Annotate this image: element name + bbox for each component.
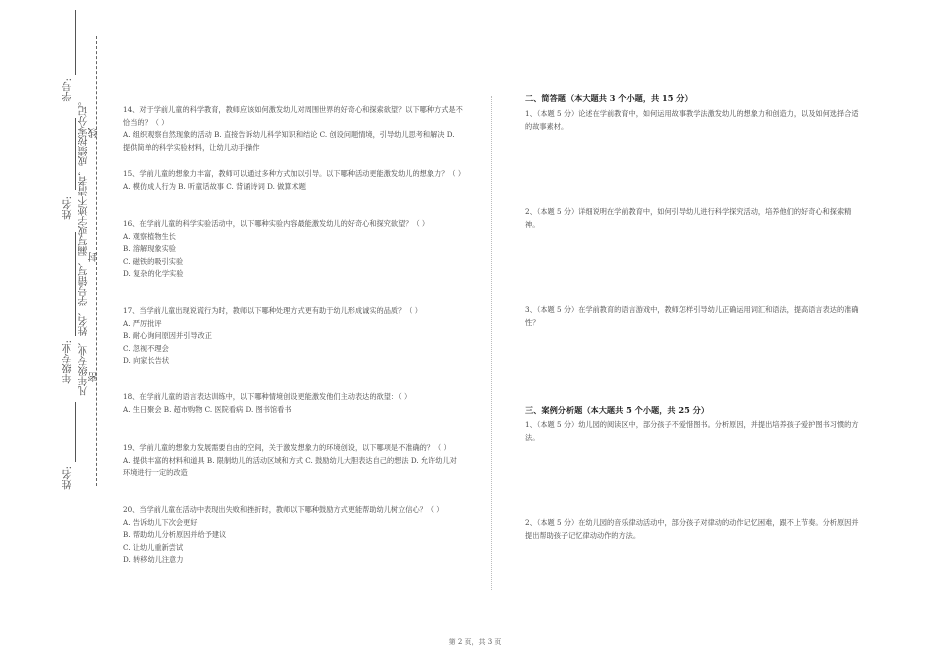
option-c: C. 忽视不理会	[123, 343, 169, 353]
name-label: 姓名:	[63, 196, 74, 220]
question-17	[123, 305, 463, 368]
student-id-underline	[75, 10, 76, 75]
option-b: B. 溶解现象实验	[123, 244, 176, 254]
option-a: A. 告诉幼儿下次会更好	[123, 517, 198, 527]
option-b: B. 耐心询问原因并引导改正	[123, 331, 212, 341]
option-b: B. 帮助幼儿分析原因并给予建议	[123, 530, 227, 540]
question-options: A. 组织观察自然现象的活动 B. 直接告诉幼儿科学知识和结论 C. 创设问题情境，引导幼儿思考和解决 D. 提供简单的科学实验材料，让幼儿动手操作	[123, 130, 455, 152]
option-a: A. 严厉批评	[123, 318, 162, 328]
page-number: 第 2 页，共 3 页	[448, 638, 502, 646]
section-3-title: 三、案例分析题（本大题共 5 个小题，共 25 分）	[525, 405, 710, 415]
question-19	[123, 442, 463, 480]
option-d: D. 转移幼儿注意力	[123, 555, 184, 565]
option-d: D. 复杂的化学实验	[123, 269, 184, 279]
question-14	[123, 104, 463, 154]
question-stem: 17、当学前儿童出现说谎行为时，教师以下哪种处理方式更有助于幼儿形成诚实的品质？（ ）	[123, 306, 422, 315]
option-c: C. 磁铁的吸引实验	[123, 256, 184, 266]
student-id-label: 学号:	[63, 78, 74, 102]
question-stem: 20、当学前儿童在活动中表现出失败和挫折时，教师以下哪种鼓励方式更能帮助幼儿树立信心？（ ）	[123, 505, 444, 514]
seal-mark-seal: 封	[89, 252, 100, 262]
class-label: 年级专业:	[63, 340, 74, 384]
case-analysis-1: 1、（本题 5 分）幼儿园的阅读区中，部分孩子不爱惜图书。分析原因，并提出培养孩子爱护图书习惯的方法。	[525, 420, 859, 442]
short-answer-3: 3、（本题 5 分）在学前教育的语言游戏中，教师怎样引导幼儿正确运用词汇和语法，提高语言表达的准确性？	[525, 305, 859, 327]
binding-notice: 凡年级专业、姓名、学号错写、漏写或字迹不清者，成绩按零分记。	[79, 96, 90, 396]
column-divider	[491, 96, 492, 590]
question-stem: 18、在学前儿童的语言表达训练中，以下哪种情境创设更能激发他们主动表达的欲望：（ ）	[123, 392, 412, 401]
question-stem: 19、学前儿童的想象力发展需要自由的空间，关于激发想象力的环境创设，以下哪项是不准确的？（ ）	[123, 443, 451, 452]
section-2-title: 二、简答题（本大题共 3 个小题，共 15 分）	[525, 93, 693, 103]
binding-margin	[0, 0, 110, 672]
question-options: A. 提供丰富的材料和道具 B. 限制幼儿的活动区域和方式 C. 鼓励幼儿大胆表达自己的想法 D. 允许幼儿对环境进行一定的改造	[123, 455, 457, 478]
question-stem: 15、学前儿童的想象力丰富，教师可以通过多种方式加以引导。以下哪种活动更能激发幼儿的想象力？（ ）	[123, 169, 466, 178]
question-15	[123, 168, 466, 193]
question-20	[123, 504, 463, 567]
question-options: A. 模仿成人行为 B. 听童话故事 C. 背诵诗词 D. 做算术题	[123, 181, 306, 191]
short-answer-2: 2、（本题 5 分）详细说明在学前教育中，如何引导幼儿进行科学探究活动，培养他们的好奇心和探索精神。	[525, 207, 852, 229]
option-c: C. 让幼儿重新尝试	[123, 542, 184, 552]
option-a: A. 观察植物生长	[123, 231, 176, 241]
question-18	[123, 391, 463, 416]
question-stem: 16、在学前儿童的科学实验活动中，以下哪种实验内容最能激发幼儿的好奇心和探究欲望？（ ）	[123, 219, 430, 228]
case-analysis-2: 2、（本题 5 分）在幼儿园的音乐律动活动中，部分孩子对律动的动作记忆困难，跟不上节奏。分析原因并提出帮助孩子记忆律动动作的方法。	[525, 518, 859, 540]
question-16	[123, 218, 463, 281]
question-stem: 14、对于学前儿童的科学教育，教师应该如何激发幼儿对周围世界的好奇心和探索欲望？以下哪种方式是不恰当的？（ ）	[123, 105, 463, 127]
binding-dashed-line	[96, 36, 97, 486]
option-d: D. 向家长告状	[123, 356, 170, 366]
school-underline	[75, 402, 76, 462]
class-underline	[75, 232, 76, 336]
question-options: A. 生日聚会 B. 超市购物 C. 医院看病 D. 图书馆看书	[123, 404, 292, 414]
school-label: 姓名:	[63, 466, 74, 490]
short-answer-1: 1、（本题 5 分）论述在学前教育中，如何运用故事教学法激发幼儿的想象力和创造力，以及如何选择合适的故事素材。	[525, 109, 859, 131]
seal-mark-line: 线	[89, 128, 100, 138]
name-underline	[75, 118, 76, 190]
seal-mark-close: 密	[89, 372, 100, 382]
